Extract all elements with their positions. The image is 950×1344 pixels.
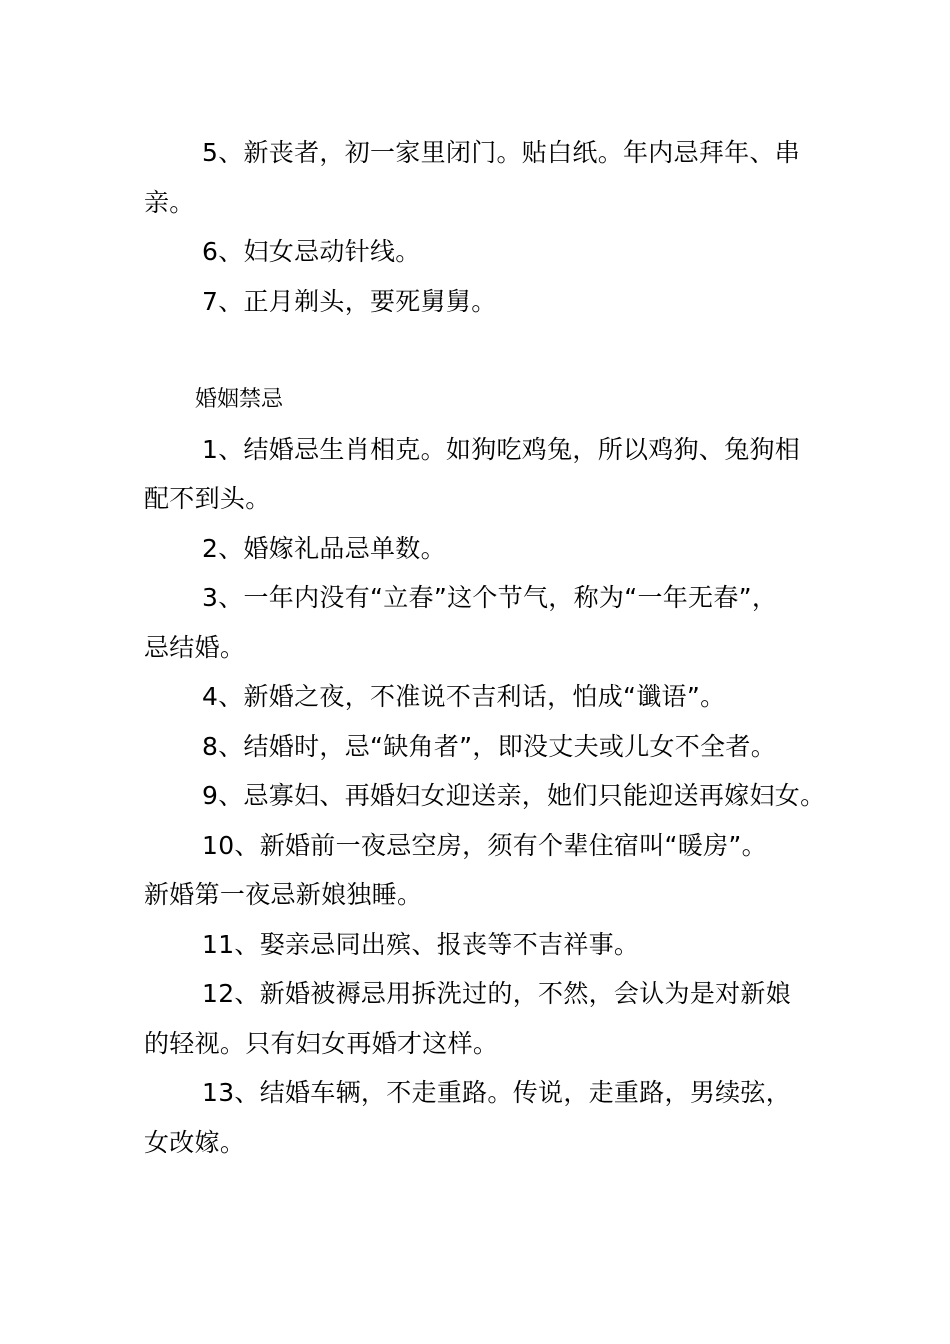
text-line: 6、妇女忌动针线。 (202, 237, 421, 266)
text-line: 13、结婚车辆，不走重路。传说，走重路，男续弦， (202, 1078, 792, 1107)
text-line: 5、新丧者，初一家里闭门。贴白纸。年内忌拜年、串 (202, 138, 801, 167)
list-item (144, 524, 814, 574)
list-item (144, 722, 814, 772)
list-item (144, 920, 814, 970)
list-item (144, 969, 814, 1068)
text-line: 11、娶亲忌同出殡、报丧等不吉祥事。 (202, 929, 640, 959)
list-item (144, 425, 814, 524)
list-item (144, 1068, 814, 1167)
text-line: 7、正月剃头，要死舅舅。 (202, 286, 497, 316)
text-line: 3、一年内没有“立春”这个节气，称为“一年无春”， (202, 583, 778, 612)
list-item (144, 128, 814, 227)
text-line: 9、忌寡妇、再婚妇女迎送亲，她们只能迎送再嫁妇女。 (202, 781, 826, 810)
text-line: 1、结婚忌生肖相克。如狗吃鸡兔，所以鸡狗、兔狗相 (202, 434, 801, 464)
section-spacer (144, 326, 814, 375)
text-line: 配不到头。 (144, 484, 271, 513)
text-line: 2、婚嫁礼品忌单数。 (202, 533, 446, 563)
list-item (144, 672, 814, 722)
list-item (144, 821, 814, 920)
marriage-taboos-section (144, 375, 826, 1167)
section-heading: 婚姻禁忌 (195, 387, 284, 412)
document-body (144, 128, 826, 1167)
text-line: 4、新婚之夜，不准说不吉利话，怕成“谶语”。 (202, 682, 726, 711)
text-line: 8、结婚时，忌“缺角者”，即没丈夫或儿女不全者。 (202, 731, 777, 761)
text-line: 忌结婚。 (144, 632, 246, 662)
text-line: 亲。 (144, 187, 195, 217)
list-item (144, 771, 826, 821)
list-item (144, 227, 814, 277)
text-line: 新婚第一夜忌新娘独睡。 (144, 880, 423, 909)
customs-list (144, 128, 814, 326)
text-line: 女改嫁。 (144, 1127, 246, 1157)
text-line: 12、新婚被褥忌用拆洗过的，不然，会认为是对新娘 (202, 979, 792, 1008)
text-line: 的轻视。只有妇女再婚才这样。 (144, 1028, 499, 1058)
list-item (144, 277, 814, 327)
list-item (144, 573, 814, 672)
text-line: 10、新婚前一夜忌空房，须有个辈住宿叫“暖房”。 (202, 830, 767, 860)
